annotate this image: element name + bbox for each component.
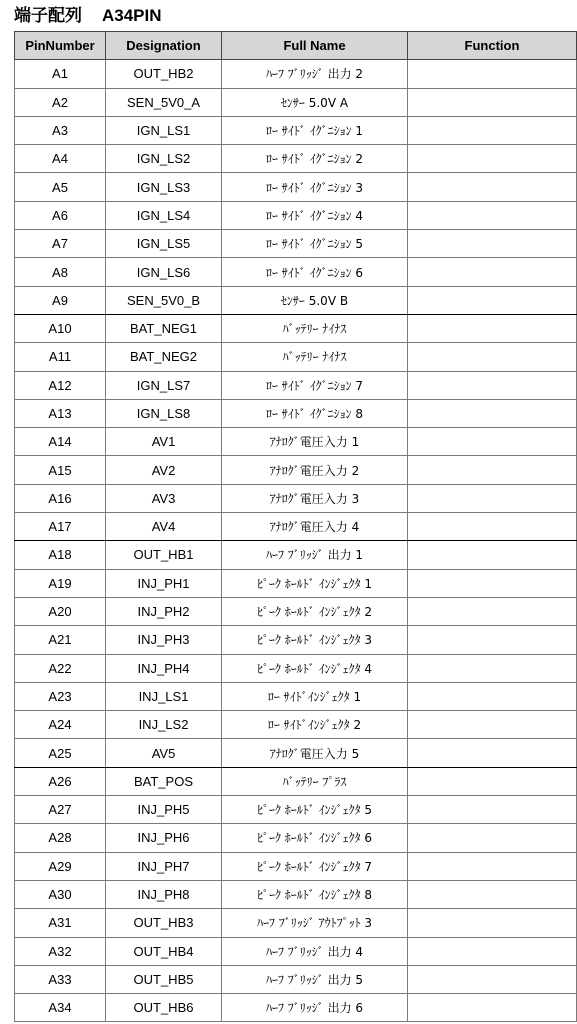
pin-number-cell: A14 [15, 428, 106, 456]
function-cell [408, 541, 577, 569]
designation-cell: AV4 [106, 513, 222, 541]
function-cell [408, 597, 577, 625]
function-cell [408, 767, 577, 795]
table-row [15, 852, 577, 880]
designation-cell: INJ_PH3 [106, 626, 222, 654]
function-cell [408, 201, 577, 229]
full-name-cell: ﾋﾟｰｸ ﾎｰﾙﾄﾞ ｲﾝｼﾞｪｸﾀ 6 [222, 824, 408, 852]
designation-cell: OUT_HB6 [106, 994, 222, 1022]
full-name-cell: ﾛｰ ｻｲﾄﾞ ｲｸﾞﾆｼｮﾝ 2 [222, 145, 408, 173]
designation-cell: INJ_PH2 [106, 597, 222, 625]
page-title [14, 5, 162, 27]
table-row [15, 456, 577, 484]
full-name-cell: ﾊｰﾌ ﾌﾞﾘｯｼﾞ 出力 4 [222, 937, 408, 965]
full-name-cell: ﾊｰﾌ ﾌﾞﾘｯｼﾞ 出力 2 [222, 60, 408, 88]
pin-number-cell: A6 [15, 201, 106, 229]
full-name-cell: ﾛｰ ｻｲﾄﾞｲﾝｼﾞｪｸﾀ 2 [222, 711, 408, 739]
full-name-cell: ﾋﾟｰｸ ﾎｰﾙﾄﾞ ｲﾝｼﾞｪｸﾀ 4 [222, 654, 408, 682]
table-row [15, 796, 577, 824]
table-row [15, 258, 577, 286]
full-name-cell: ﾊﾞｯﾃﾘｰ ﾅｲﾅｽ [222, 343, 408, 371]
pin-number-cell: A8 [15, 258, 106, 286]
table-row [15, 909, 577, 937]
table-row [15, 626, 577, 654]
full-name-cell: ﾋﾟｰｸ ﾎｰﾙﾄﾞ ｲﾝｼﾞｪｸﾀ 5 [222, 796, 408, 824]
table-body [15, 60, 577, 1022]
table-row [15, 60, 577, 88]
pin-number-cell: A12 [15, 371, 106, 399]
pin-number-cell: A23 [15, 682, 106, 710]
header-function: Function [408, 32, 577, 60]
pin-number-cell: A28 [15, 824, 106, 852]
pin-number-cell: A31 [15, 909, 106, 937]
function-cell [408, 965, 577, 993]
full-name-cell: ﾛｰ ｻｲﾄﾞ ｲｸﾞﾆｼｮﾝ 1 [222, 116, 408, 144]
full-name-cell: ﾛｰ ｻｲﾄﾞ ｲｸﾞﾆｼｮﾝ 5 [222, 230, 408, 258]
function-cell [408, 682, 577, 710]
designation-cell: INJ_PH7 [106, 852, 222, 880]
function-cell [408, 399, 577, 427]
designation-cell: SEN_5V0_B [106, 286, 222, 314]
function-cell [408, 824, 577, 852]
pin-number-cell: A20 [15, 597, 106, 625]
designation-cell: IGN_LS4 [106, 201, 222, 229]
full-name-cell: ｱﾅﾛｸﾞ電圧入力 2 [222, 456, 408, 484]
full-name-cell: ｱﾅﾛｸﾞ電圧入力 1 [222, 428, 408, 456]
function-cell [408, 145, 577, 173]
designation-cell: IGN_LS5 [106, 230, 222, 258]
table-row [15, 824, 577, 852]
full-name-cell: ﾋﾟｰｸ ﾎｰﾙﾄﾞ ｲﾝｼﾞｪｸﾀ 8 [222, 880, 408, 908]
table-row [15, 286, 577, 314]
pin-number-cell: A16 [15, 484, 106, 512]
table-row [15, 484, 577, 512]
pin-number-cell: A15 [15, 456, 106, 484]
function-cell [408, 88, 577, 116]
full-name-cell: ﾛｰ ｻｲﾄﾞ ｲｸﾞﾆｼｮﾝ 7 [222, 371, 408, 399]
function-cell [408, 230, 577, 258]
designation-cell: BAT_NEG2 [106, 343, 222, 371]
table-row [15, 371, 577, 399]
pin-number-cell: A25 [15, 739, 106, 767]
full-name-cell: ﾋﾟｰｸ ﾎｰﾙﾄﾞ ｲﾝｼﾞｪｸﾀ 7 [222, 852, 408, 880]
function-cell [408, 852, 577, 880]
table-row [15, 116, 577, 144]
connector-name: A34PIN [102, 6, 162, 25]
pin-number-cell: A11 [15, 343, 106, 371]
pin-number-cell: A2 [15, 88, 106, 116]
designation-cell: OUT_HB5 [106, 965, 222, 993]
pin-number-cell: A34 [15, 994, 106, 1022]
designation-cell: AV5 [106, 739, 222, 767]
pin-number-cell: A21 [15, 626, 106, 654]
full-name-cell: ﾊｰﾌ ﾌﾞﾘｯｼﾞ 出力 1 [222, 541, 408, 569]
function-cell [408, 569, 577, 597]
designation-cell: INJ_PH5 [106, 796, 222, 824]
designation-cell: IGN_LS2 [106, 145, 222, 173]
pin-number-cell: A3 [15, 116, 106, 144]
designation-cell: INJ_PH4 [106, 654, 222, 682]
function-cell [408, 173, 577, 201]
function-cell [408, 286, 577, 314]
full-name-cell: ﾛｰ ｻｲﾄﾞ ｲｸﾞﾆｼｮﾝ 3 [222, 173, 408, 201]
designation-cell: INJ_LS1 [106, 682, 222, 710]
table-row [15, 513, 577, 541]
full-name-cell: ﾊｰﾌ ﾌﾞﾘｯｼﾞ 出力 6 [222, 994, 408, 1022]
table-row [15, 569, 577, 597]
designation-cell: BAT_POS [106, 767, 222, 795]
function-cell [408, 711, 577, 739]
full-name-cell: ﾛｰ ｻｲﾄﾞｲﾝｼﾞｪｸﾀ 1 [222, 682, 408, 710]
pin-number-cell: A30 [15, 880, 106, 908]
full-name-cell: ﾛｰ ｻｲﾄﾞ ｲｸﾞﾆｼｮﾝ 6 [222, 258, 408, 286]
table-row [15, 145, 577, 173]
pin-number-cell: A26 [15, 767, 106, 795]
table-row [15, 597, 577, 625]
function-cell [408, 513, 577, 541]
table-row [15, 937, 577, 965]
full-name-cell: ﾊﾞｯﾃﾘｰ ﾅｲﾅｽ [222, 314, 408, 342]
full-name-cell: ﾊﾞｯﾃﾘｰ ﾌﾟﾗｽ [222, 767, 408, 795]
full-name-cell: ｱﾅﾛｸﾞ電圧入力 3 [222, 484, 408, 512]
designation-cell: OUT_HB2 [106, 60, 222, 88]
function-cell [408, 796, 577, 824]
designation-cell: AV2 [106, 456, 222, 484]
pin-number-cell: A4 [15, 145, 106, 173]
designation-cell: INJ_PH6 [106, 824, 222, 852]
function-cell [408, 371, 577, 399]
function-cell [408, 456, 577, 484]
designation-cell: IGN_LS6 [106, 258, 222, 286]
table-row [15, 541, 577, 569]
pin-number-cell: A5 [15, 173, 106, 201]
table-row [15, 201, 577, 229]
pin-assignment-table [14, 31, 577, 1022]
table-row [15, 314, 577, 342]
designation-cell: IGN_LS7 [106, 371, 222, 399]
function-cell [408, 60, 577, 88]
full-name-cell: ｱﾅﾛｸﾞ電圧入力 4 [222, 513, 408, 541]
designation-cell: OUT_HB1 [106, 541, 222, 569]
designation-cell: OUT_HB3 [106, 909, 222, 937]
function-cell [408, 654, 577, 682]
title-label: 端子配列 [14, 6, 82, 25]
pin-number-cell: A24 [15, 711, 106, 739]
pin-number-cell: A17 [15, 513, 106, 541]
function-cell [408, 626, 577, 654]
function-cell [408, 484, 577, 512]
table-row [15, 994, 577, 1022]
pin-number-cell: A7 [15, 230, 106, 258]
full-name-cell: ｾﾝｻｰ 5.0V B [222, 286, 408, 314]
table-row [15, 230, 577, 258]
designation-cell: INJ_LS2 [106, 711, 222, 739]
table-header-row [15, 32, 577, 60]
function-cell [408, 937, 577, 965]
table-row [15, 711, 577, 739]
full-name-cell: ﾋﾟｰｸ ﾎｰﾙﾄﾞ ｲﾝｼﾞｪｸﾀ 3 [222, 626, 408, 654]
table-row [15, 428, 577, 456]
table-row [15, 343, 577, 371]
table-row [15, 399, 577, 427]
designation-cell: INJ_PH1 [106, 569, 222, 597]
pin-number-cell: A29 [15, 852, 106, 880]
function-cell [408, 258, 577, 286]
full-name-cell: ﾊｰﾌ ﾌﾞﾘｯｼﾞ 出力 5 [222, 965, 408, 993]
table-row [15, 682, 577, 710]
designation-cell: INJ_PH8 [106, 880, 222, 908]
function-cell [408, 343, 577, 371]
pin-number-cell: A19 [15, 569, 106, 597]
table-row [15, 654, 577, 682]
full-name-cell: ｾﾝｻｰ 5.0V A [222, 88, 408, 116]
pin-number-cell: A33 [15, 965, 106, 993]
pin-number-cell: A1 [15, 60, 106, 88]
pin-number-cell: A10 [15, 314, 106, 342]
header-full-name: Full Name [222, 32, 408, 60]
designation-cell: BAT_NEG1 [106, 314, 222, 342]
designation-cell: IGN_LS1 [106, 116, 222, 144]
function-cell [408, 880, 577, 908]
full-name-cell: ﾊｰﾌ ﾌﾞﾘｯｼﾞ ｱｳﾄﾌﾟｯﾄ 3 [222, 909, 408, 937]
full-name-cell: ﾛｰ ｻｲﾄﾞ ｲｸﾞﾆｼｮﾝ 4 [222, 201, 408, 229]
designation-cell: OUT_HB4 [106, 937, 222, 965]
function-cell [408, 739, 577, 767]
table-row [15, 767, 577, 795]
function-cell [408, 909, 577, 937]
table-row [15, 965, 577, 993]
function-cell [408, 314, 577, 342]
designation-cell: SEN_5V0_A [106, 88, 222, 116]
function-cell [408, 428, 577, 456]
designation-cell: AV3 [106, 484, 222, 512]
function-cell [408, 116, 577, 144]
full-name-cell: ｱﾅﾛｸﾞ電圧入力 5 [222, 739, 408, 767]
full-name-cell: ﾋﾟｰｸ ﾎｰﾙﾄﾞ ｲﾝｼﾞｪｸﾀ 1 [222, 569, 408, 597]
table-row [15, 173, 577, 201]
pin-number-cell: A27 [15, 796, 106, 824]
header-pin-number: PinNumber [15, 32, 106, 60]
function-cell [408, 994, 577, 1022]
full-name-cell: ﾋﾟｰｸ ﾎｰﾙﾄﾞ ｲﾝｼﾞｪｸﾀ 2 [222, 597, 408, 625]
pin-number-cell: A13 [15, 399, 106, 427]
full-name-cell: ﾛｰ ｻｲﾄﾞ ｲｸﾞﾆｼｮﾝ 8 [222, 399, 408, 427]
table-row [15, 88, 577, 116]
designation-cell: AV1 [106, 428, 222, 456]
designation-cell: IGN_LS8 [106, 399, 222, 427]
pin-number-cell: A9 [15, 286, 106, 314]
pin-number-cell: A32 [15, 937, 106, 965]
designation-cell: IGN_LS3 [106, 173, 222, 201]
pin-number-cell: A22 [15, 654, 106, 682]
table-row [15, 880, 577, 908]
table-row [15, 739, 577, 767]
header-designation: Designation [106, 32, 222, 60]
pin-number-cell: A18 [15, 541, 106, 569]
